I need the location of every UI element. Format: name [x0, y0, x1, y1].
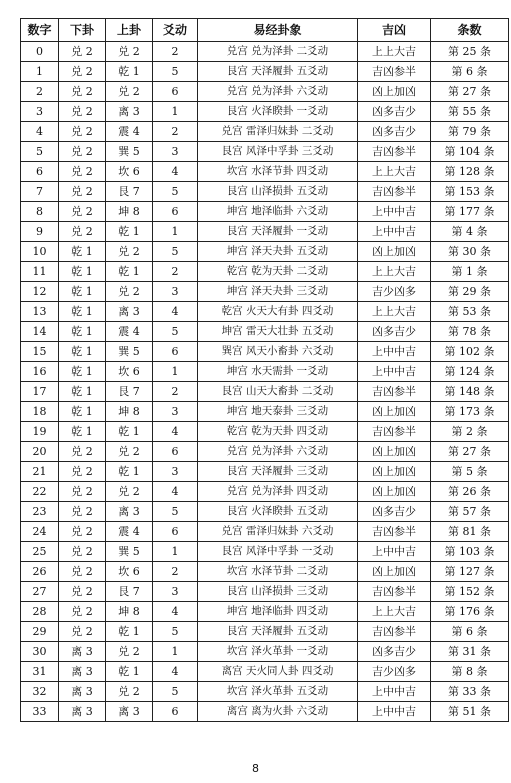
table-row — [21, 702, 509, 722]
cell-lower-trigram: 兑 2 — [59, 442, 106, 462]
cell-fortune: 凶上加凶 — [358, 562, 431, 582]
cell-hexagram: 艮宫 山泽损卦 三爻动 — [198, 582, 358, 602]
cell-fortune: 吉凶参半 — [358, 62, 431, 82]
cell-entry: 第 2 条 — [431, 422, 509, 442]
cell-lower-trigram: 乾 1 — [59, 242, 106, 262]
cell-hexagram: 坤宫 泽天夬卦 五爻动 — [198, 242, 358, 262]
cell-upper-trigram: 艮 7 — [106, 382, 153, 402]
cell-moving-line: 2 — [153, 562, 198, 582]
cell-hexagram: 兑宫 兑为泽卦 六爻动 — [198, 442, 358, 462]
cell-moving-line: 2 — [153, 382, 198, 402]
table-row — [21, 102, 509, 122]
cell-moving-line: 6 — [153, 522, 198, 542]
cell-number: 29 — [21, 622, 59, 642]
table-row — [21, 622, 509, 642]
cell-lower-trigram: 兑 2 — [59, 482, 106, 502]
cell-hexagram: 坎宫 泽火革卦 五爻动 — [198, 682, 358, 702]
table-row — [21, 82, 509, 102]
cell-fortune: 吉凶参半 — [358, 382, 431, 402]
cell-fortune: 上上大吉 — [358, 162, 431, 182]
cell-number: 25 — [21, 542, 59, 562]
header-row — [21, 19, 509, 42]
table-row — [21, 242, 509, 262]
cell-moving-line: 5 — [153, 242, 198, 262]
cell-fortune: 上中中吉 — [358, 542, 431, 562]
cell-entry: 第 27 条 — [431, 82, 509, 102]
cell-entry: 第 78 条 — [431, 322, 509, 342]
cell-moving-line: 4 — [153, 162, 198, 182]
cell-entry: 第 177 条 — [431, 202, 509, 222]
cell-entry: 第 176 条 — [431, 602, 509, 622]
cell-entry: 第 6 条 — [431, 622, 509, 642]
cell-entry: 第 26 条 — [431, 482, 509, 502]
header-fortune: 吉凶 — [358, 19, 431, 42]
cell-lower-trigram: 离 3 — [59, 702, 106, 722]
cell-fortune: 凶上加凶 — [358, 242, 431, 262]
cell-entry: 第 53 条 — [431, 302, 509, 322]
cell-entry: 第 103 条 — [431, 542, 509, 562]
cell-number: 20 — [21, 442, 59, 462]
cell-hexagram: 兑宫 兑为泽卦 六爻动 — [198, 82, 358, 102]
cell-number: 13 — [21, 302, 59, 322]
cell-number: 21 — [21, 462, 59, 482]
cell-hexagram: 艮宫 火泽睽卦 五爻动 — [198, 502, 358, 522]
cell-upper-trigram: 兑 2 — [106, 682, 153, 702]
cell-upper-trigram: 震 4 — [106, 122, 153, 142]
cell-hexagram: 坤宫 泽天夬卦 三爻动 — [198, 282, 358, 302]
header-lower-trigram: 下卦 — [59, 19, 106, 42]
table-row — [21, 542, 509, 562]
cell-hexagram: 兑宫 兑为泽卦 二爻动 — [198, 42, 358, 62]
cell-upper-trigram: 坎 6 — [106, 562, 153, 582]
header-hexagram: 易经卦象 — [198, 19, 358, 42]
cell-number: 5 — [21, 142, 59, 162]
cell-number: 7 — [21, 182, 59, 202]
cell-hexagram: 艮宫 火泽睽卦 一爻动 — [198, 102, 358, 122]
cell-moving-line: 2 — [153, 262, 198, 282]
cell-fortune: 吉凶参半 — [358, 142, 431, 162]
cell-upper-trigram: 兑 2 — [106, 442, 153, 462]
page-number: 8 — [252, 762, 259, 775]
cell-moving-line: 5 — [153, 322, 198, 342]
table-row — [21, 182, 509, 202]
cell-hexagram: 艮宫 天泽履卦 五爻动 — [198, 622, 358, 642]
cell-number: 23 — [21, 502, 59, 522]
cell-lower-trigram: 兑 2 — [59, 222, 106, 242]
cell-fortune: 吉凶参半 — [358, 522, 431, 542]
table-row — [21, 502, 509, 522]
cell-upper-trigram: 震 4 — [106, 322, 153, 342]
cell-fortune: 上上大吉 — [358, 302, 431, 322]
cell-entry: 第 25 条 — [431, 42, 509, 62]
cell-fortune: 吉凶参半 — [358, 582, 431, 602]
cell-moving-line: 6 — [153, 82, 198, 102]
cell-entry: 第 153 条 — [431, 182, 509, 202]
cell-upper-trigram: 兑 2 — [106, 482, 153, 502]
cell-moving-line: 3 — [153, 402, 198, 422]
cell-entry: 第 127 条 — [431, 562, 509, 582]
cell-fortune: 凶上加凶 — [358, 442, 431, 462]
cell-hexagram: 离宫 天火同人卦 四爻动 — [198, 662, 358, 682]
cell-fortune: 上中中吉 — [358, 222, 431, 242]
cell-lower-trigram: 兑 2 — [59, 182, 106, 202]
cell-hexagram: 坤宫 地天泰卦 三爻动 — [198, 402, 358, 422]
cell-lower-trigram: 兑 2 — [59, 162, 106, 182]
cell-upper-trigram: 乾 1 — [106, 222, 153, 242]
cell-upper-trigram: 离 3 — [106, 302, 153, 322]
table-row — [21, 122, 509, 142]
cell-hexagram: 坤宫 地泽临卦 六爻动 — [198, 202, 358, 222]
table-row — [21, 62, 509, 82]
table-row — [21, 322, 509, 342]
cell-hexagram: 坤宫 水天需卦 一爻动 — [198, 362, 358, 382]
cell-moving-line: 4 — [153, 422, 198, 442]
cell-upper-trigram: 兑 2 — [106, 42, 153, 62]
cell-hexagram: 艮宫 山天大畜卦 二爻动 — [198, 382, 358, 402]
cell-moving-line: 2 — [153, 122, 198, 142]
header-number: 数字 — [21, 19, 59, 42]
cell-lower-trigram: 乾 1 — [59, 302, 106, 322]
table-row — [21, 362, 509, 382]
cell-number: 22 — [21, 482, 59, 502]
cell-lower-trigram: 兑 2 — [59, 522, 106, 542]
cell-fortune: 吉凶参半 — [358, 622, 431, 642]
cell-fortune: 凶多吉少 — [358, 322, 431, 342]
cell-hexagram: 乾宫 乾为天卦 二爻动 — [198, 262, 358, 282]
cell-moving-line: 6 — [153, 442, 198, 462]
cell-lower-trigram: 乾 1 — [59, 402, 106, 422]
table-row — [21, 142, 509, 162]
cell-upper-trigram: 乾 1 — [106, 422, 153, 442]
cell-lower-trigram: 兑 2 — [59, 622, 106, 642]
cell-lower-trigram: 兑 2 — [59, 82, 106, 102]
cell-number: 2 — [21, 82, 59, 102]
cell-lower-trigram: 兑 2 — [59, 122, 106, 142]
cell-fortune: 上中中吉 — [358, 702, 431, 722]
cell-moving-line: 1 — [153, 102, 198, 122]
table-row — [21, 302, 509, 322]
cell-lower-trigram: 兑 2 — [59, 142, 106, 162]
cell-lower-trigram: 离 3 — [59, 662, 106, 682]
cell-number: 16 — [21, 362, 59, 382]
cell-hexagram: 兑宫 兑为泽卦 四爻动 — [198, 482, 358, 502]
cell-number: 12 — [21, 282, 59, 302]
cell-lower-trigram: 兑 2 — [59, 102, 106, 122]
cell-number: 9 — [21, 222, 59, 242]
cell-entry: 第 5 条 — [431, 462, 509, 482]
cell-fortune: 凶上加凶 — [358, 402, 431, 422]
cell-upper-trigram: 兑 2 — [106, 282, 153, 302]
cell-hexagram: 坎宫 水泽节卦 二爻动 — [198, 562, 358, 582]
cell-fortune: 上上大吉 — [358, 42, 431, 62]
cell-lower-trigram: 乾 1 — [59, 282, 106, 302]
cell-fortune: 凶上加凶 — [358, 462, 431, 482]
cell-lower-trigram: 乾 1 — [59, 322, 106, 342]
cell-moving-line: 3 — [153, 282, 198, 302]
cell-fortune: 吉凶参半 — [358, 422, 431, 442]
cell-lower-trigram: 兑 2 — [59, 562, 106, 582]
cell-entry: 第 152 条 — [431, 582, 509, 602]
cell-number: 14 — [21, 322, 59, 342]
cell-moving-line: 6 — [153, 702, 198, 722]
cell-upper-trigram: 坤 8 — [106, 402, 153, 422]
cell-upper-trigram: 艮 7 — [106, 582, 153, 602]
table-row — [21, 442, 509, 462]
cell-moving-line: 6 — [153, 342, 198, 362]
cell-hexagram: 艮宫 风泽中孚卦 三爻动 — [198, 142, 358, 162]
cell-number: 27 — [21, 582, 59, 602]
cell-entry: 第 29 条 — [431, 282, 509, 302]
cell-moving-line: 5 — [153, 62, 198, 82]
cell-lower-trigram: 兑 2 — [59, 502, 106, 522]
cell-number: 0 — [21, 42, 59, 62]
cell-entry: 第 27 条 — [431, 442, 509, 462]
cell-entry: 第 81 条 — [431, 522, 509, 542]
table-row — [21, 422, 509, 442]
cell-hexagram: 艮宫 天泽履卦 五爻动 — [198, 62, 358, 82]
cell-lower-trigram: 兑 2 — [59, 42, 106, 62]
cell-hexagram: 坎宫 泽火革卦 一爻动 — [198, 642, 358, 662]
cell-number: 10 — [21, 242, 59, 262]
cell-entry: 第 30 条 — [431, 242, 509, 262]
cell-upper-trigram: 离 3 — [106, 702, 153, 722]
table-row — [21, 162, 509, 182]
cell-upper-trigram: 巽 5 — [106, 342, 153, 362]
cell-lower-trigram: 兑 2 — [59, 542, 106, 562]
cell-fortune: 凶多吉少 — [358, 642, 431, 662]
cell-number: 19 — [21, 422, 59, 442]
table-row — [21, 522, 509, 542]
cell-entry: 第 55 条 — [431, 102, 509, 122]
cell-upper-trigram: 巽 5 — [106, 542, 153, 562]
cell-entry: 第 79 条 — [431, 122, 509, 142]
cell-moving-line: 4 — [153, 662, 198, 682]
cell-entry: 第 104 条 — [431, 142, 509, 162]
cell-fortune: 上中中吉 — [358, 202, 431, 222]
table-row — [21, 402, 509, 422]
table-body — [21, 42, 509, 722]
cell-hexagram: 艮宫 风泽中孚卦 一爻动 — [198, 542, 358, 562]
cell-entry: 第 31 条 — [431, 642, 509, 662]
cell-number: 33 — [21, 702, 59, 722]
cell-number: 11 — [21, 262, 59, 282]
cell-lower-trigram: 兑 2 — [59, 582, 106, 602]
cell-entry: 第 4 条 — [431, 222, 509, 242]
cell-moving-line: 1 — [153, 542, 198, 562]
cell-hexagram: 巽宫 风天小畜卦 六爻动 — [198, 342, 358, 362]
cell-entry: 第 51 条 — [431, 702, 509, 722]
cell-lower-trigram: 乾 1 — [59, 342, 106, 362]
cell-fortune: 上上大吉 — [358, 602, 431, 622]
cell-moving-line: 2 — [153, 42, 198, 62]
header-upper-trigram: 上卦 — [106, 19, 153, 42]
cell-hexagram: 兑宫 雷泽归妹卦 六爻动 — [198, 522, 358, 542]
cell-fortune: 上中中吉 — [358, 682, 431, 702]
cell-upper-trigram: 乾 1 — [106, 462, 153, 482]
table-row — [21, 382, 509, 402]
cell-upper-trigram: 乾 1 — [106, 622, 153, 642]
cell-number: 1 — [21, 62, 59, 82]
cell-lower-trigram: 兑 2 — [59, 462, 106, 482]
cell-entry: 第 173 条 — [431, 402, 509, 422]
cell-moving-line: 5 — [153, 182, 198, 202]
cell-hexagram: 艮宫 天泽履卦 一爻动 — [198, 222, 358, 242]
cell-hexagram: 艮宫 天泽履卦 三爻动 — [198, 462, 358, 482]
table-row — [21, 462, 509, 482]
cell-number: 4 — [21, 122, 59, 142]
cell-lower-trigram: 离 3 — [59, 682, 106, 702]
cell-hexagram: 坤宫 地泽临卦 四爻动 — [198, 602, 358, 622]
table-row — [21, 562, 509, 582]
cell-fortune: 吉凶参半 — [358, 182, 431, 202]
cell-fortune: 吉少凶多 — [358, 662, 431, 682]
cell-hexagram: 坎宫 水泽节卦 四爻动 — [198, 162, 358, 182]
cell-upper-trigram: 艮 7 — [106, 182, 153, 202]
cell-moving-line: 1 — [153, 362, 198, 382]
cell-upper-trigram: 震 4 — [106, 522, 153, 542]
cell-number: 26 — [21, 562, 59, 582]
cell-entry: 第 1 条 — [431, 262, 509, 282]
cell-number: 28 — [21, 602, 59, 622]
cell-hexagram: 乾宫 火天大有卦 四爻动 — [198, 302, 358, 322]
cell-upper-trigram: 坎 6 — [106, 162, 153, 182]
table-row — [21, 602, 509, 622]
cell-moving-line: 3 — [153, 142, 198, 162]
table-row — [21, 682, 509, 702]
table-row — [21, 642, 509, 662]
cell-upper-trigram: 兑 2 — [106, 82, 153, 102]
cell-number: 6 — [21, 162, 59, 182]
cell-entry: 第 33 条 — [431, 682, 509, 702]
cell-hexagram: 坤宫 雷天大壮卦 五爻动 — [198, 322, 358, 342]
cell-number: 24 — [21, 522, 59, 542]
cell-lower-trigram: 兑 2 — [59, 202, 106, 222]
cell-lower-trigram: 乾 1 — [59, 382, 106, 402]
cell-fortune: 凶多吉少 — [358, 102, 431, 122]
table-row — [21, 662, 509, 682]
cell-fortune: 凶多吉少 — [358, 122, 431, 142]
cell-hexagram: 离宫 离为火卦 六爻动 — [198, 702, 358, 722]
table-row — [21, 222, 509, 242]
table-row — [21, 42, 509, 62]
cell-number: 15 — [21, 342, 59, 362]
cell-hexagram: 乾宫 乾为天卦 四爻动 — [198, 422, 358, 442]
cell-entry: 第 128 条 — [431, 162, 509, 182]
cell-moving-line: 5 — [153, 502, 198, 522]
cell-fortune: 上中中吉 — [358, 342, 431, 362]
cell-moving-line: 3 — [153, 582, 198, 602]
cell-hexagram: 兑宫 雷泽归妹卦 二爻动 — [198, 122, 358, 142]
cell-moving-line: 5 — [153, 682, 198, 702]
cell-fortune: 吉少凶多 — [358, 282, 431, 302]
table-row — [21, 202, 509, 222]
cell-moving-line: 4 — [153, 482, 198, 502]
cell-number: 8 — [21, 202, 59, 222]
cell-number: 31 — [21, 662, 59, 682]
cell-lower-trigram: 乾 1 — [59, 362, 106, 382]
cell-entry: 第 6 条 — [431, 62, 509, 82]
cell-lower-trigram: 乾 1 — [59, 422, 106, 442]
cell-upper-trigram: 坎 6 — [106, 362, 153, 382]
cell-moving-line: 4 — [153, 302, 198, 322]
cell-number: 18 — [21, 402, 59, 422]
header-moving-line: 爻动 — [153, 19, 198, 42]
cell-entry: 第 148 条 — [431, 382, 509, 402]
cell-number: 17 — [21, 382, 59, 402]
cell-upper-trigram: 兑 2 — [106, 642, 153, 662]
cell-fortune: 上上大吉 — [358, 262, 431, 282]
cell-moving-line: 5 — [153, 622, 198, 642]
cell-entry: 第 102 条 — [431, 342, 509, 362]
cell-upper-trigram: 兑 2 — [106, 242, 153, 262]
cell-upper-trigram: 乾 1 — [106, 662, 153, 682]
cell-fortune: 凶多吉少 — [358, 502, 431, 522]
cell-fortune: 凶上加凶 — [358, 82, 431, 102]
cell-upper-trigram: 坤 8 — [106, 602, 153, 622]
cell-moving-line: 4 — [153, 602, 198, 622]
divination-table — [20, 18, 509, 722]
cell-fortune: 凶上加凶 — [358, 482, 431, 502]
cell-upper-trigram: 乾 1 — [106, 262, 153, 282]
cell-upper-trigram: 离 3 — [106, 102, 153, 122]
cell-number: 3 — [21, 102, 59, 122]
cell-entry: 第 8 条 — [431, 662, 509, 682]
header-entry: 条数 — [431, 19, 509, 42]
cell-number: 30 — [21, 642, 59, 662]
cell-upper-trigram: 乾 1 — [106, 62, 153, 82]
cell-upper-trigram: 巽 5 — [106, 142, 153, 162]
cell-moving-line: 6 — [153, 202, 198, 222]
cell-lower-trigram: 兑 2 — [59, 602, 106, 622]
table-row — [21, 282, 509, 302]
cell-fortune: 上中中吉 — [358, 362, 431, 382]
cell-moving-line: 1 — [153, 642, 198, 662]
table-row — [21, 342, 509, 362]
cell-lower-trigram: 离 3 — [59, 642, 106, 662]
cell-moving-line: 3 — [153, 462, 198, 482]
cell-entry: 第 57 条 — [431, 502, 509, 522]
cell-lower-trigram: 乾 1 — [59, 262, 106, 282]
cell-number: 32 — [21, 682, 59, 702]
table-row — [21, 262, 509, 282]
table-row — [21, 582, 509, 602]
cell-hexagram: 艮宫 山泽损卦 五爻动 — [198, 182, 358, 202]
cell-upper-trigram: 离 3 — [106, 502, 153, 522]
cell-entry: 第 124 条 — [431, 362, 509, 382]
table-row — [21, 482, 509, 502]
cell-lower-trigram: 兑 2 — [59, 62, 106, 82]
cell-upper-trigram: 坤 8 — [106, 202, 153, 222]
cell-moving-line: 1 — [153, 222, 198, 242]
